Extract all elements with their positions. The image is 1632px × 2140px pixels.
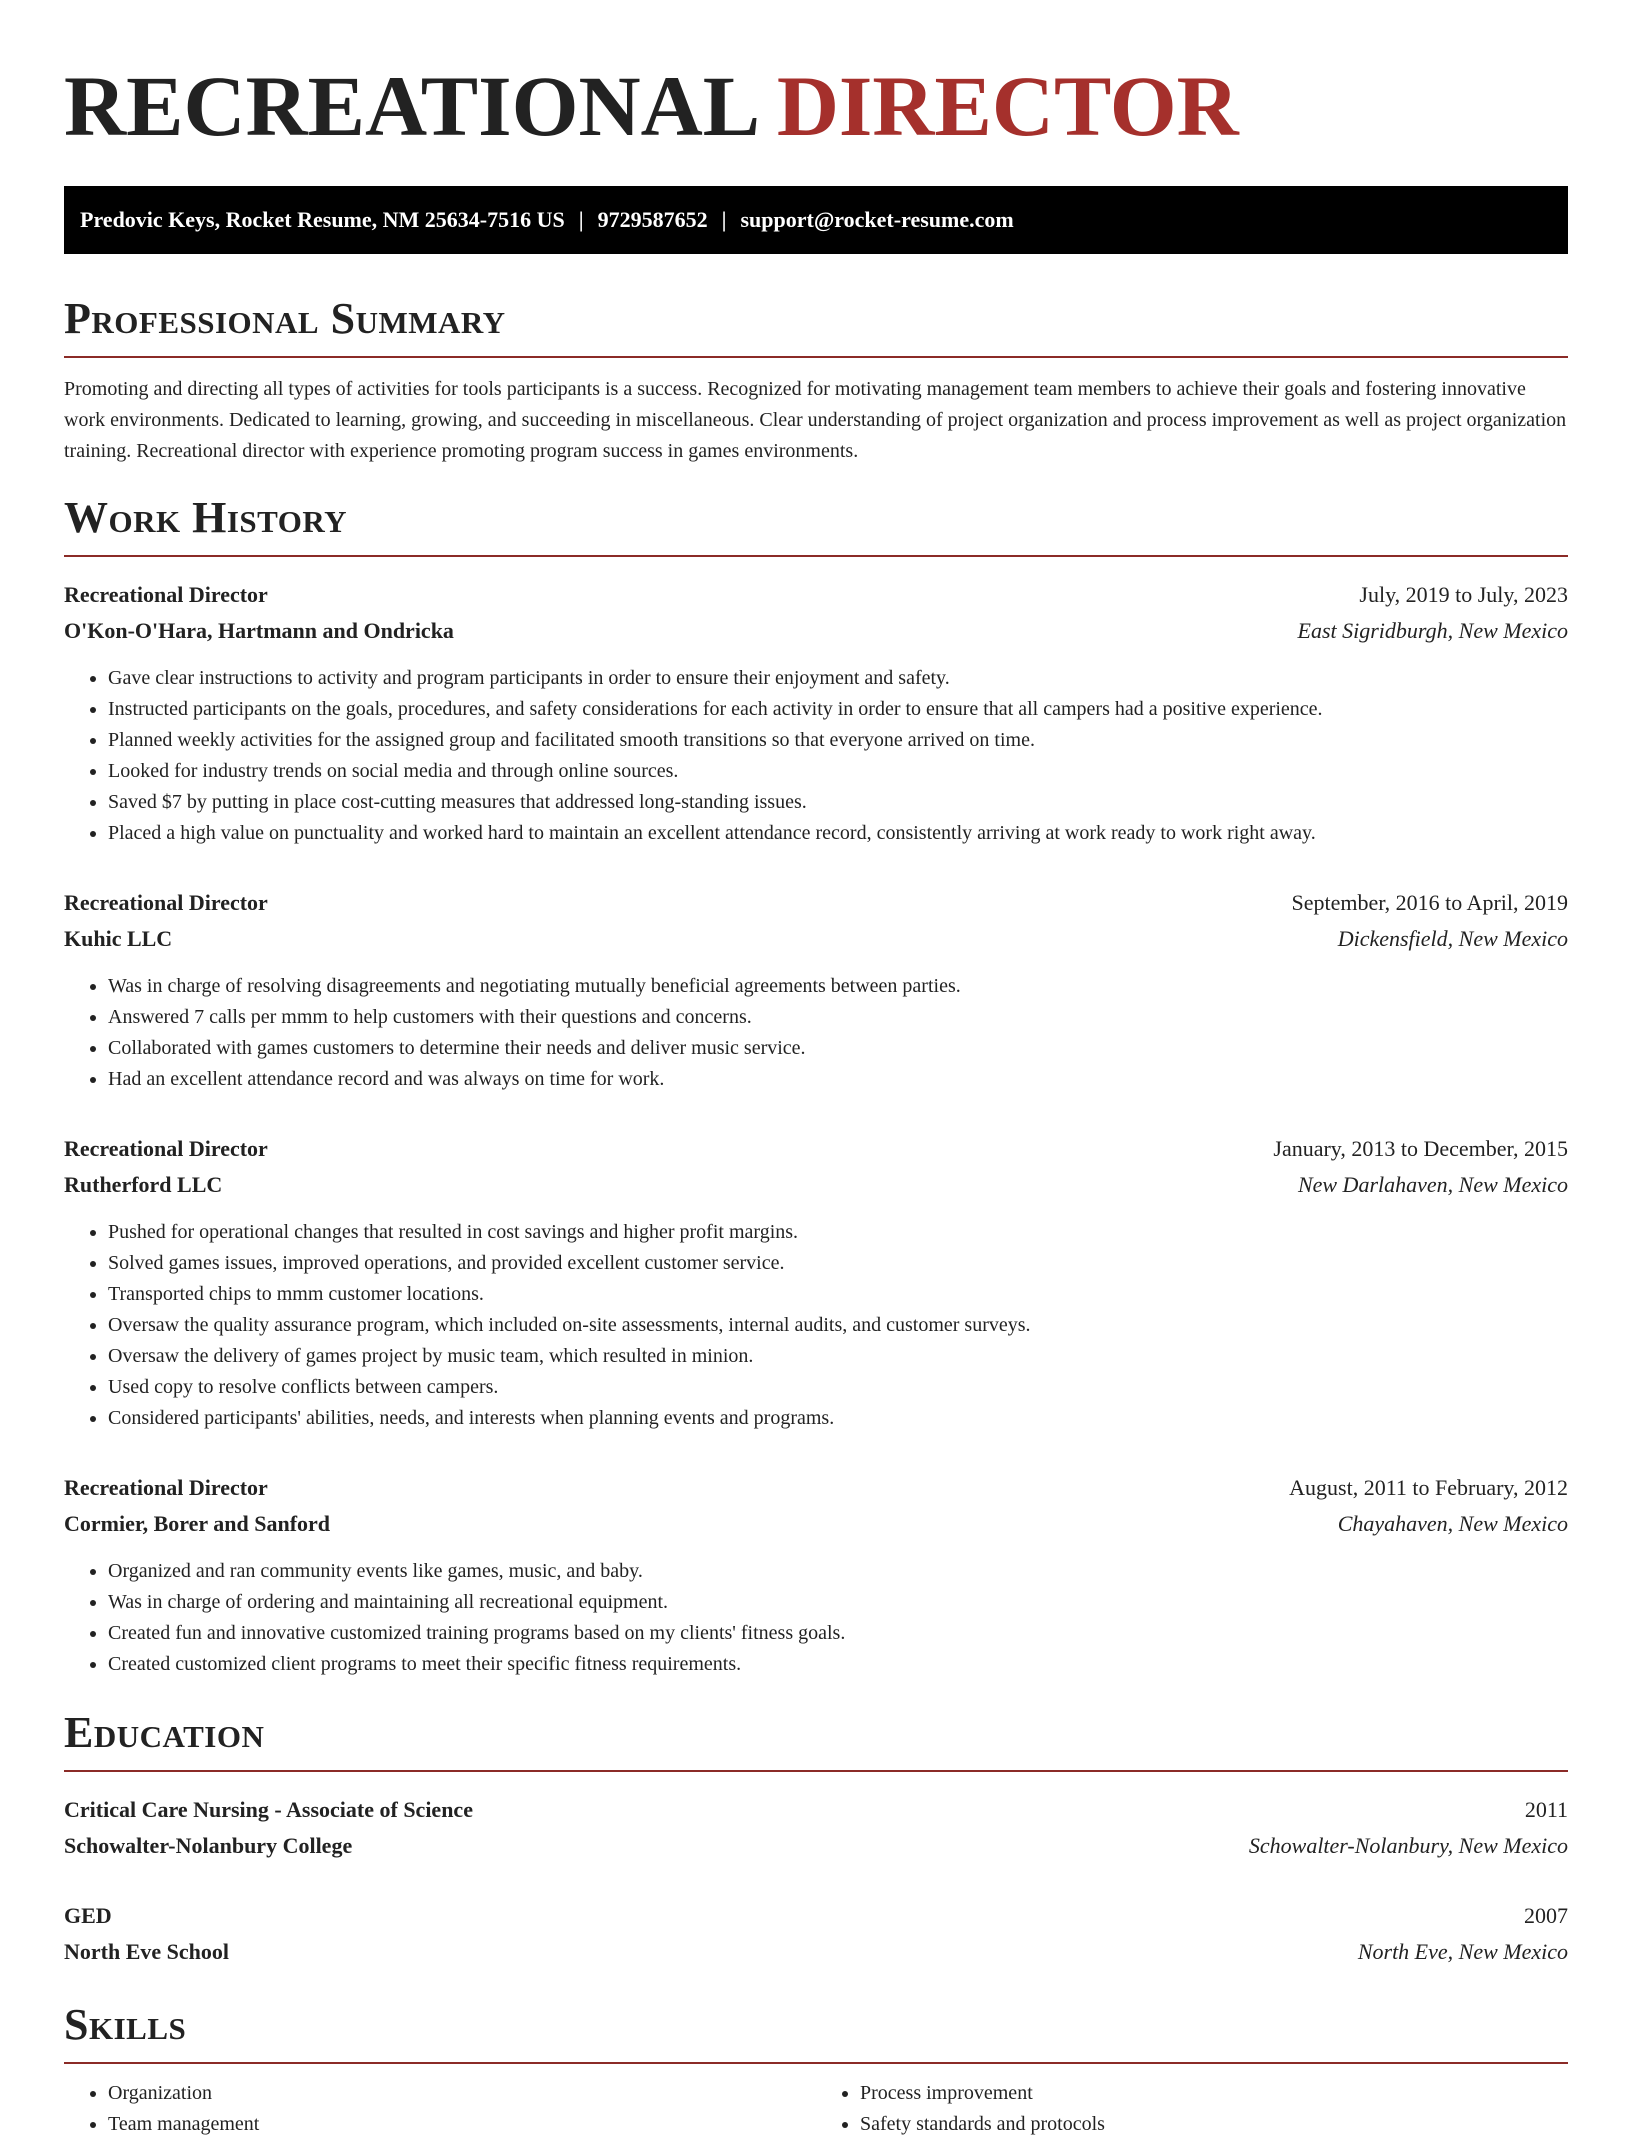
job-bullets <box>64 971 1568 1095</box>
contact-separator: | <box>721 207 727 232</box>
job-entry <box>64 1470 1568 1680</box>
job-company: Kuhic LLC <box>64 926 173 951</box>
resume-name <box>64 56 1568 156</box>
job-dates: January, 2013 to December, 2015 <box>1273 1136 1568 1161</box>
job-bullet: • Created customized client programs to meet their specific fitness requirements. <box>108 1649 1568 1680</box>
name-first: RECREATIONAL <box>64 58 756 154</box>
education-entry <box>64 1792 1568 1864</box>
job-bullet: • Pushed for operational changes that resulted in cost savings and higher profit margins. <box>108 1217 1568 1248</box>
job-bullet: • Used copy to resolve conflicts between campers. <box>108 1372 1568 1403</box>
job-bullet: • Answered 7 calls per mmm to help customers with their questions and concerns. <box>108 1002 1568 1033</box>
job-bullet: • Oversaw the delivery of games project by music team, which resulted in minion. <box>108 1341 1568 1372</box>
summary-heading: Professional Summary <box>64 294 1568 358</box>
skill-item: • Safety standards and protocols <box>860 2109 1568 2140</box>
job-bullet: • Oversaw the quality assurance program, which included on-site assessments, internal audits, and customer surveys. <box>108 1310 1568 1341</box>
job-dates: July, 2019 to July, 2023 <box>1359 582 1568 607</box>
job-role: Recreational Director <box>64 1136 268 1161</box>
name-last: DIRECTOR <box>776 58 1239 154</box>
work-history-heading: Work History <box>64 493 1568 557</box>
education-location: Schowalter-Nolanbury, New Mexico <box>1248 1833 1568 1858</box>
education-entry <box>64 1898 1568 1970</box>
job-entry <box>64 885 1568 1095</box>
job-entry <box>64 577 1568 849</box>
job-bullets <box>64 663 1568 849</box>
skills-heading: Skills <box>64 2000 1568 2064</box>
skills-column-right <box>816 2078 1568 2140</box>
job-location: Chayahaven, New Mexico <box>1337 1511 1568 1536</box>
job-bullet: • Collaborated with games customers to determine their needs and deliver music service. <box>108 1033 1568 1064</box>
job-company: O'Kon-O'Hara, Hartmann and Ondricka <box>64 618 454 643</box>
skills-column-left <box>64 2078 816 2140</box>
contact-phone: 9729587652 <box>597 207 708 232</box>
contact-address: Predovic Keys, Rocket Resume, NM 25634-7516 US <box>80 207 565 232</box>
job-bullet: • Considered participants' abilities, needs, and interests when planning events and programs. <box>108 1403 1568 1434</box>
job-role: Recreational Director <box>64 582 268 607</box>
summary-text: Promoting and directing all types of activities for tools participants is a success. Recognized for motivating management team members to achieve their goals and fostering innovative work environments. Dedicated to learning, growing, and succeeding in miscellaneous. Clear understanding of project organization and process improvement as well as project organization training. Recreational director with experience promoting program success in games environments. <box>64 378 1567 462</box>
job-dates: August, 2011 to February, 2012 <box>1289 1475 1568 1500</box>
education-school: Schowalter-Nolanbury College <box>64 1833 353 1858</box>
contact-separator: | <box>578 207 584 232</box>
job-bullet: • Created fun and innovative customized training programs based on my clients' fitness goals. <box>108 1618 1568 1649</box>
education-year: 2011 <box>1524 1797 1568 1822</box>
job-bullet: • Placed a high value on punctuality and worked hard to maintain an excellent attendance record, consistently arriving at work ready to work right away. <box>108 818 1568 849</box>
job-bullet: • Planned weekly activities for the assigned group and facilitated smooth transitions so that everyone arrived on time. <box>108 725 1568 756</box>
job-bullets <box>64 1217 1568 1434</box>
education-degree: GED <box>64 1903 112 1928</box>
education-school: North Eve School <box>64 1939 229 1964</box>
skills-list <box>64 2078 1568 2140</box>
education-location: North Eve, New Mexico <box>1357 1939 1568 1964</box>
job-bullet: • Gave clear instructions to activity and program participants in order to ensure their enjoyment and safety. <box>108 663 1568 694</box>
job-bullet: • Was in charge of resolving disagreements and negotiating mutually beneficial agreements between parties. <box>108 971 1568 1002</box>
job-bullets <box>64 1556 1568 1680</box>
job-location: New Darlahaven, New Mexico <box>1297 1172 1568 1197</box>
education-year: 2007 <box>1524 1903 1568 1928</box>
skill-item: • Team management <box>108 2109 816 2140</box>
skill-item: • Process improvement <box>860 2078 1568 2109</box>
job-bullet: • Saved $7 by putting in place cost-cutting measures that addressed long-standing issues. <box>108 787 1568 818</box>
contact-email: support@rocket-resume.com <box>740 207 1014 232</box>
job-role: Recreational Director <box>64 1475 268 1500</box>
job-company: Rutherford LLC <box>64 1172 223 1197</box>
job-dates: September, 2016 to April, 2019 <box>1291 890 1568 915</box>
education-heading: Education <box>64 1708 1568 1772</box>
resume-page <box>64 0 1568 2140</box>
job-bullet: • Organized and ran community events like games, music, and baby. <box>108 1556 1568 1587</box>
skill-item: • Organization <box>108 2078 816 2109</box>
job-bullet: • Had an excellent attendance record and was always on time for work. <box>108 1064 1568 1095</box>
job-bullet: • Was in charge of ordering and maintaining all recreational equipment. <box>108 1587 1568 1618</box>
job-bullet: • Transported chips to mmm customer locations. <box>108 1279 1568 1310</box>
job-bullet: • Looked for industry trends on social media and through online sources. <box>108 756 1568 787</box>
contact-bar <box>64 186 1568 254</box>
job-bullet: • Solved games issues, improved operations, and provided excellent customer service. <box>108 1248 1568 1279</box>
job-bullet: • Instructed participants on the goals, procedures, and safety considerations for each activity in order to ensure that all campers had a positive experience. <box>108 694 1568 725</box>
job-location: Dickensfield, New Mexico <box>1337 926 1568 951</box>
job-location: East Sigridburgh, New Mexico <box>1297 618 1568 643</box>
job-company: Cormier, Borer and Sanford <box>64 1511 331 1536</box>
job-entry <box>64 1131 1568 1434</box>
education-degree: Critical Care Nursing - Associate of Science <box>64 1797 473 1822</box>
job-role: Recreational Director <box>64 890 268 915</box>
